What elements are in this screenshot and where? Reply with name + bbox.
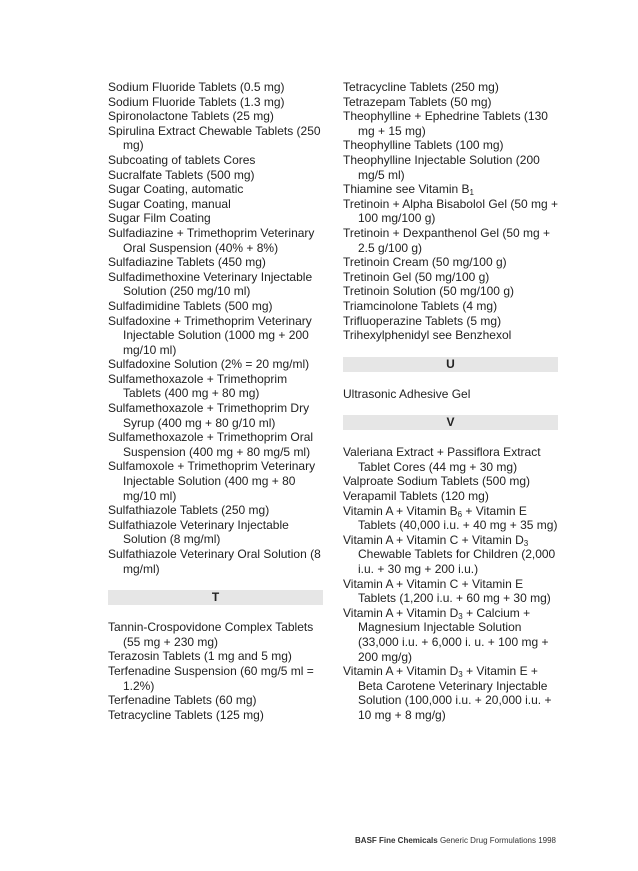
- entries-v: [343, 445, 558, 722]
- subscript: 3: [458, 670, 463, 680]
- list-item: Spirulina Extract Chewable Tablets (250 mg): [108, 123, 321, 153]
- list-item: Tretinoin Solution (50 mg/100 g): [343, 284, 514, 299]
- list-item: Ultrasonic Adhesive Gel: [343, 386, 471, 401]
- list-item: Verapamil Tablets (120 mg): [343, 489, 489, 504]
- list-item: Tetrazepam Tablets (50 mg): [343, 94, 492, 109]
- list-item: Sulfadimethoxine Veterinary Injectable Solution (250 mg/10 ml): [108, 269, 313, 299]
- section-header-u: U: [343, 357, 558, 372]
- list-item: Terfenadine Suspension (60 mg/5 ml = 1.2%): [108, 663, 314, 693]
- list-item: Theophylline + Ephedrine Tablets (130 mg + 15 mg): [343, 109, 548, 138]
- list-item: Terazosin Tablets (1 mg and 5 mg): [108, 649, 292, 664]
- subscript: 3: [523, 538, 529, 548]
- list-item: Valeriana Extract + Passiflora Extract Tablet Cores (44 mg + 30 mg): [343, 445, 541, 474]
- footer-brand: BASF Fine Chemicals: [355, 836, 438, 845]
- list-item: Vitamin A + Vitamin $D_3$ + Vitamin E + Beta Carotene Veterinary Injectable Solution (100,000 i.u. + 20,000 i.u. + 10 mg + 8 mg/g): [343, 664, 552, 722]
- list-item: Tretinoin + Alpha Bisabolol Gel (50 mg + 100 mg/100 g): [343, 196, 559, 226]
- list-item: Sulfamethoxazole + Trimethoprim Tablets (400 mg + 80 mg): [108, 371, 288, 401]
- list-item: Sulfadiazine + Trimethoprim Veterinary Oral Suspension (40% + 8%): [108, 225, 315, 255]
- entries-t-right: [343, 80, 558, 343]
- list-item: Tretinoin + Dexpanthenol Gel (50 mg + 2.5 g/100 g): [343, 225, 551, 255]
- list-item: Sucralfate Tablets (500 mg): [108, 167, 255, 182]
- subscript: 6: [457, 509, 463, 519]
- list-item: Theophylline Tablets (100 mg): [343, 138, 504, 153]
- list-item: Tretinoin Cream (50 mg/100 g): [343, 255, 507, 270]
- entries-u: [343, 387, 558, 402]
- list-item: Vitamin A + Vitamin C + Vitamin E Tablets (1,200 i.u. + 60 mg + 30 mg): [343, 576, 551, 606]
- section-header-t: T: [108, 590, 323, 605]
- subscript: 1: [469, 188, 474, 198]
- list-item: Vitamin A + Vitamin $D_3$ + Calcium + Magnesium Injectable Solution (33,000 i.u. + 6,000 i. u. + 100 mg + 200 mg/g): [343, 605, 549, 664]
- list-item: Sulfathiazole Tablets (250 mg): [108, 503, 270, 518]
- list-item: Sugar Film Coating: [108, 211, 211, 226]
- list-item: Sulfamethoxazole + Trimethoprim Dry Syrup (400 mg + 80 g/10 ml): [108, 401, 310, 430]
- footer-title: Generic Drug Formulations 1998: [439, 836, 556, 845]
- entries-t-left: [108, 620, 323, 722]
- right-column: [343, 80, 558, 723]
- list-item: Terfenadine Tablets (60 mg): [108, 693, 257, 708]
- list-item: Sulfadiazine Tablets (450 mg): [108, 255, 266, 270]
- list-item: Sodium Fluoride Tablets (1.3 mg): [108, 94, 285, 109]
- list-item: Sulfamethoxazole + Trimethoprim Oral Suspension (400 mg + 80 mg/5 ml): [108, 430, 314, 459]
- list-item: Tannin-Crospovidone Complex Tablets (55 mg + 230 mg): [108, 620, 314, 649]
- list-item: Trifluoperazine Tablets (5 mg): [343, 313, 502, 328]
- entries-s: [108, 80, 323, 576]
- list-item: Trihexylphenidyl see Benzhexol: [343, 328, 512, 343]
- subscript: 3: [458, 611, 463, 621]
- list-item: Sugar Coating, automatic: [108, 182, 244, 197]
- page-footer: [343, 836, 556, 845]
- list-item: Sodium Fluoride Tablets (0.5 mg): [108, 80, 285, 94]
- section-header-v: V: [343, 415, 558, 430]
- list-item: Subcoating of tablets Cores: [108, 152, 256, 167]
- list-item: Thiamine see Vitamin $B_1$: [343, 182, 474, 198]
- list-item: Sugar Coating, manual: [108, 196, 231, 211]
- list-item: Theophylline Injectable Solution (200 mg/5 ml): [343, 152, 540, 182]
- list-item: Tretinoin Gel (50 mg/100 g): [343, 269, 490, 284]
- list-item: Sulfamoxole + Trimethoprim Veterinary Injectable Solution (400 mg + 80 mg/10 ml): [108, 459, 316, 503]
- list-item: Vitamin A + Vitamin C + Vitamin $D_3$ Chewable Tablets for Children (2,000 i.u. + 30 mg + 200 i.u.): [343, 532, 556, 577]
- list-item: Sulfadoxine Solution (2% = 20 mg/ml): [108, 357, 310, 372]
- list-item: Triamcinolone Tablets (4 mg): [343, 298, 498, 313]
- list-item: Sulfadimidine Tablets (500 mg): [108, 298, 273, 313]
- list-item: Sulfathiazole Veterinary Injectable Solution (8 mg/ml): [108, 517, 289, 547]
- list-item: Spironolactone Tablets (25 mg): [108, 109, 274, 124]
- left-column: [108, 80, 323, 722]
- list-item: Sulfathiazole Veterinary Oral Solution (8 mg/ml): [108, 547, 321, 576]
- list-item: Vitamin A + Vitamin $B_6$ + Vitamin E Tablets (40,000 i.u. + 40 mg + 35 mg): [343, 503, 558, 533]
- list-item: Tetracycline Tablets (250 mg): [343, 80, 499, 94]
- list-item: Sulfadoxine + Trimethoprim Veterinary Injectable Solution (1000 mg + 200 mg/10 ml): [108, 313, 312, 357]
- list-item: Valproate Sodium Tablets (500 mg): [343, 474, 530, 489]
- list-item: Tetracycline Tablets (125 mg): [108, 707, 264, 722]
